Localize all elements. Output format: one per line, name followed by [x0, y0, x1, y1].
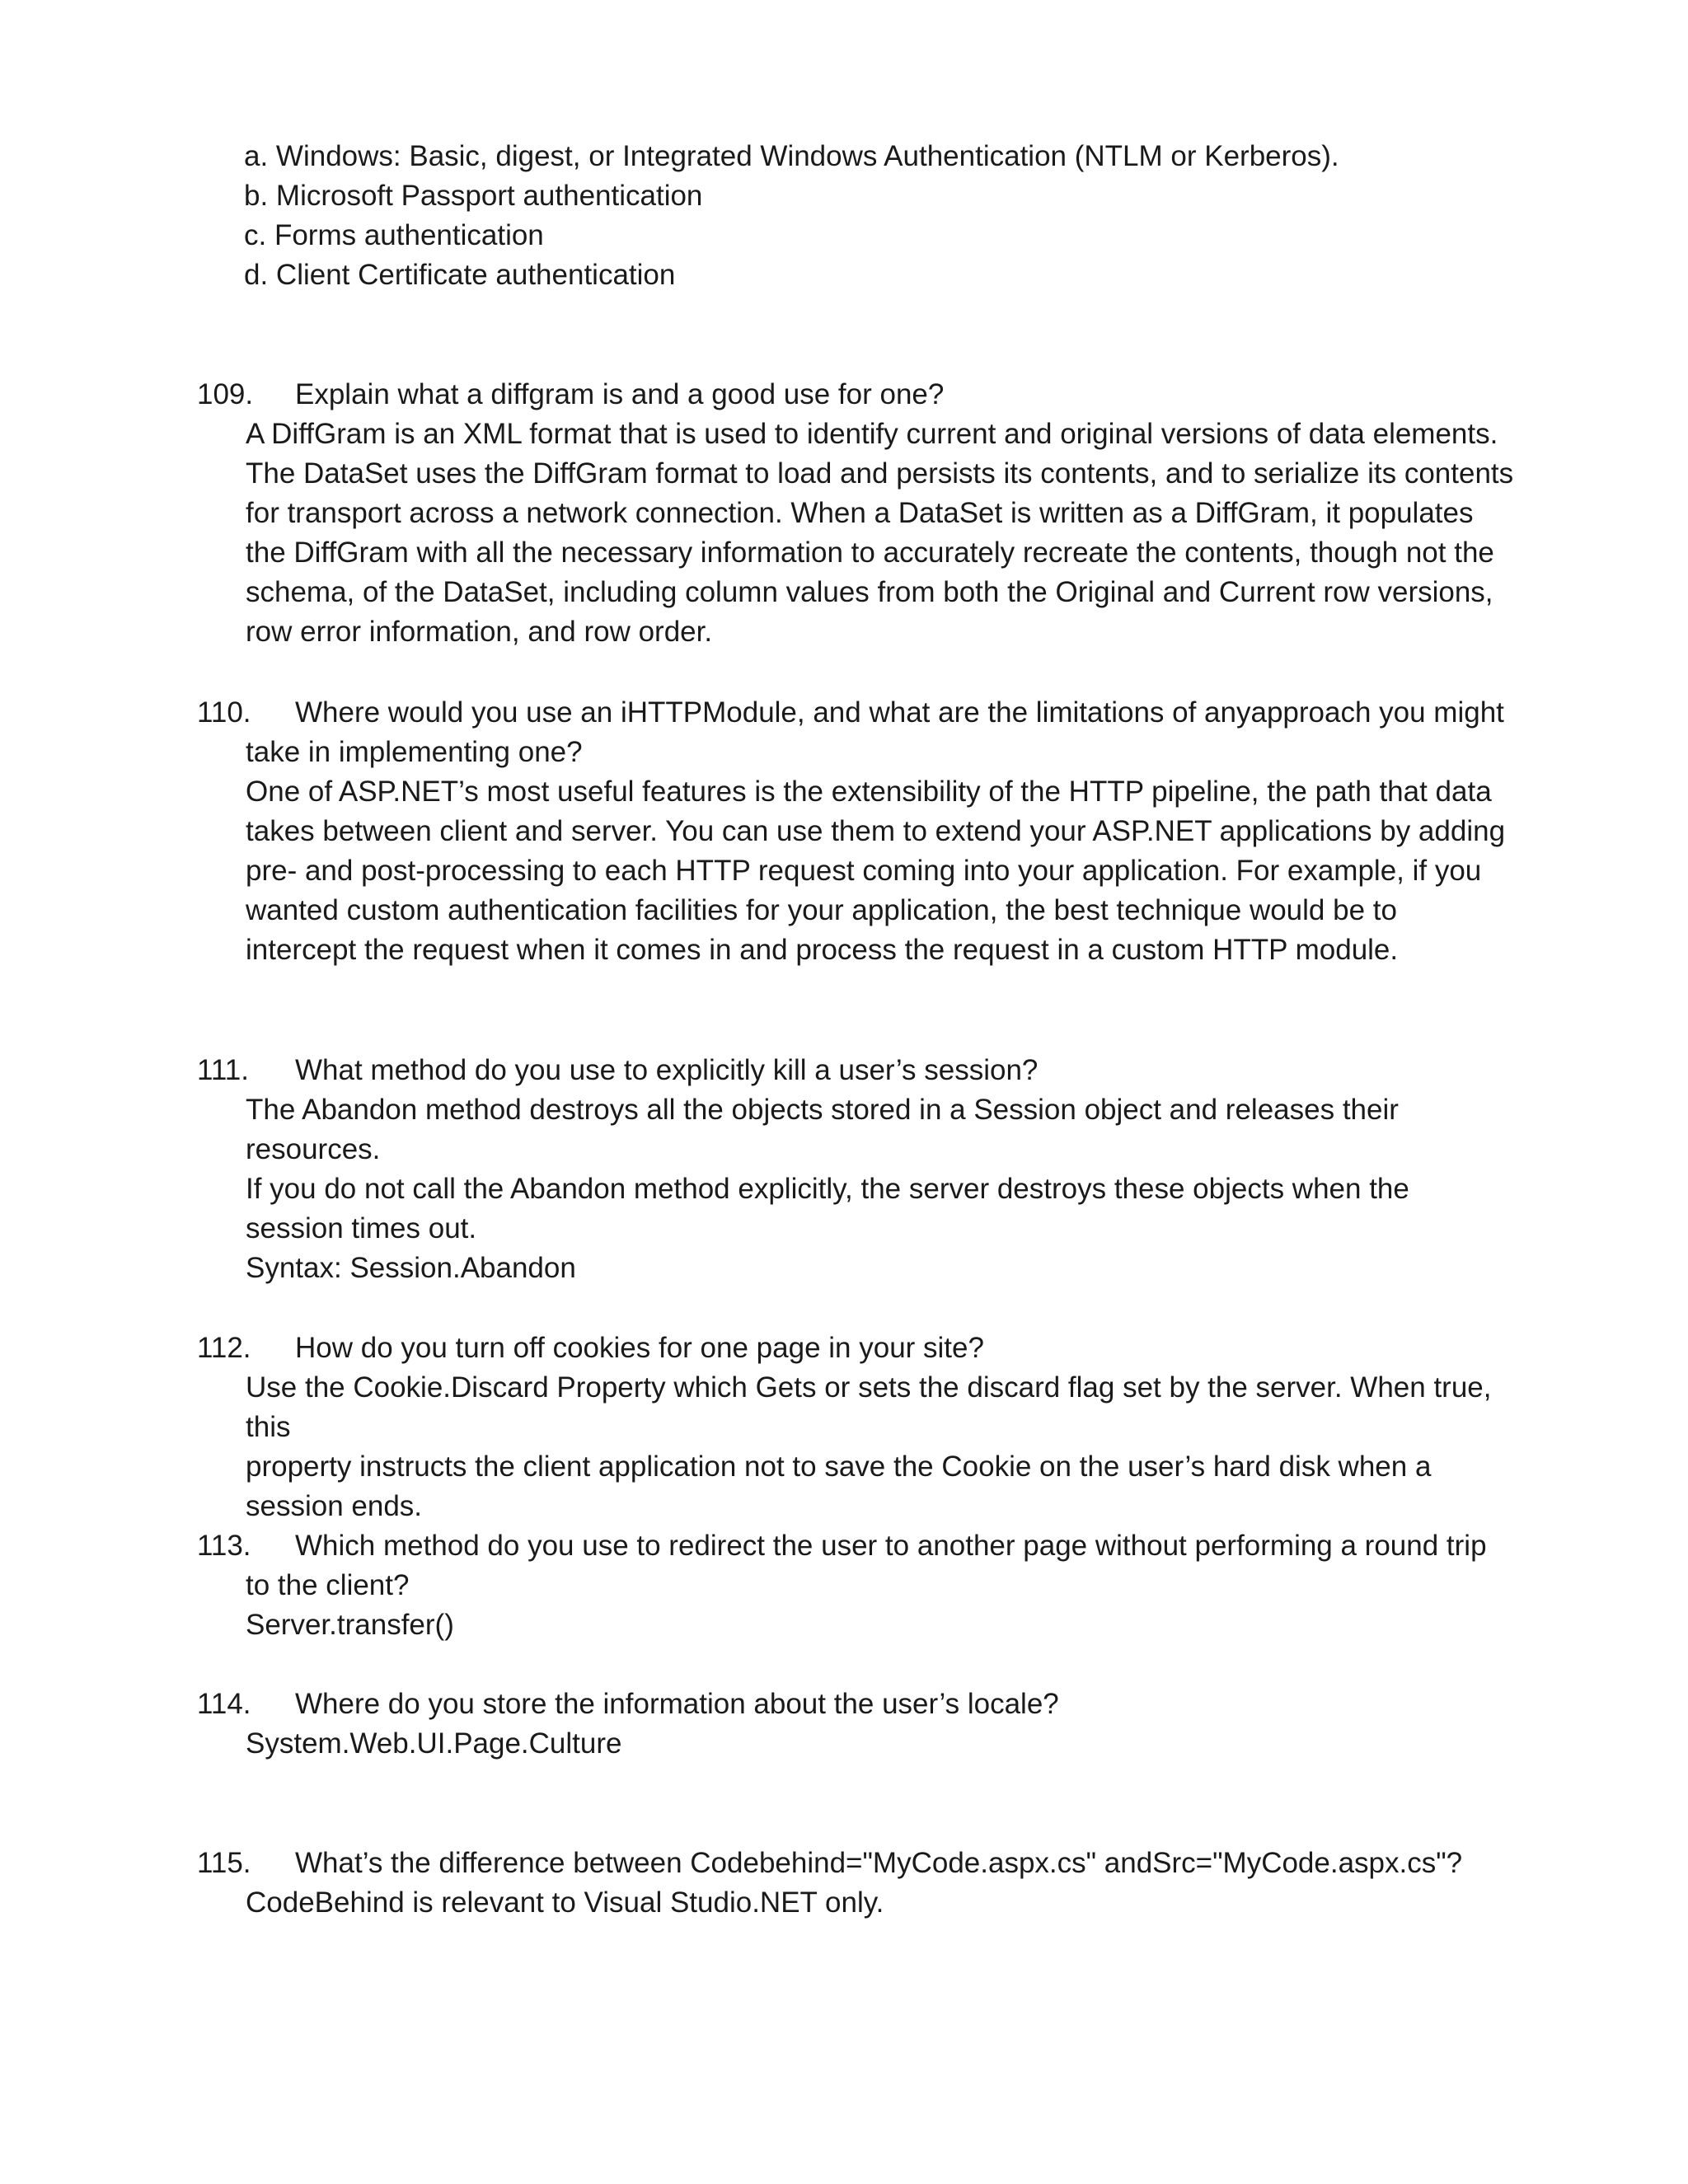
question-text: Explain what a diffgram is and a good use for one? [295, 378, 945, 410]
question-text: Where would you use an iHTTPModule, and what are the limitations of anyapproach you might [295, 696, 1504, 729]
answer-line: session ends. [246, 1490, 423, 1522]
answer-line: session times out. [246, 1212, 477, 1244]
question-number: 115. [197, 1847, 251, 1879]
question-text: How do you turn off cookies for one page in your site? [295, 1332, 984, 1364]
auth-list-item: a. Windows: Basic, digest, or Integrated Windows Authentication (NTLM or Kerberos). [244, 140, 1339, 172]
answer-line: System.Web.UI.Page.Culture [246, 1727, 622, 1760]
answer-line: property instructs the client application not to save the Cookie on the user’s hard disk when a [246, 1451, 1432, 1483]
question-number: 113. [197, 1530, 251, 1562]
answer-line: The Abandon method destroys all the objects stored in a Session object and releases their [246, 1094, 1399, 1126]
answer-line: this [246, 1411, 291, 1443]
answer-line: the DiffGram with all the necessary information to accurately recreate the contents, though not the [246, 537, 1494, 569]
answer-line: The DataSet uses the DiffGram format to load and persists its contents, and to serialize its contents [246, 457, 1514, 490]
answer-line: takes between client and server. You can use them to extend your ASP.NET applications by adding [246, 815, 1506, 847]
auth-list-item: c. Forms authentication [244, 219, 544, 251]
answer-line: Use the Cookie.Discard Property which Gets or sets the discard flag set by the server. When true, [246, 1371, 1492, 1404]
question-number: 112. [197, 1332, 251, 1364]
answer-line: pre- and post-processing to each HTTP request coming into your application. For example, if you [246, 855, 1482, 887]
answer-line: A DiffGram is an XML format that is used to identify current and original versions of data elements. [246, 418, 1498, 450]
answer-line: resources. [246, 1133, 381, 1165]
question-number: 110. [197, 696, 251, 729]
answer-line: wanted custom authentication facilities for your application, the best technique would be to [246, 894, 1397, 926]
question-text: What’s the difference between Codebehind="MyCode.aspx.cs" andSrc="MyCode.aspx.cs"? [295, 1847, 1463, 1879]
question-number: 111. [197, 1054, 249, 1086]
question-text: Which method do you use to redirect the user to another page without performing a round trip [295, 1530, 1487, 1562]
auth-list-item: b. Microsoft Passport authentication [244, 180, 703, 212]
question-text: to the client? [246, 1569, 410, 1601]
question-text: take in implementing one? [246, 736, 583, 768]
answer-line: schema, of the DataSet, including column values from both the Original and Current row versions, [246, 576, 1493, 608]
answer-line: Syntax: Session.Abandon [246, 1252, 576, 1284]
answer-line: row error information, and row order. [246, 616, 713, 648]
question-text: What method do you use to explicitly kill a user’s session? [295, 1054, 1039, 1086]
answer-line: One of ASP.NET’s most useful features is the extensibility of the HTTP pipeline, the path that data [246, 776, 1492, 808]
answer-line: CodeBehind is relevant to Visual Studio.NET only. [246, 1886, 884, 1919]
question-text: Where do you store the information about the user’s locale? [295, 1688, 1059, 1720]
answer-line: Server.transfer() [246, 1609, 454, 1641]
answer-line: for transport across a network connection. When a DataSet is written as a DiffGram, it populates [246, 497, 1474, 529]
question-number: 109. [197, 378, 254, 410]
auth-list-item: d. Client Certificate authentication [244, 259, 676, 291]
answer-line: intercept the request when it comes in and process the request in a custom HTTP module. [246, 934, 1399, 966]
answer-line: If you do not call the Abandon method explicitly, the server destroys these objects when the [246, 1173, 1409, 1205]
question-number: 114. [197, 1688, 251, 1720]
